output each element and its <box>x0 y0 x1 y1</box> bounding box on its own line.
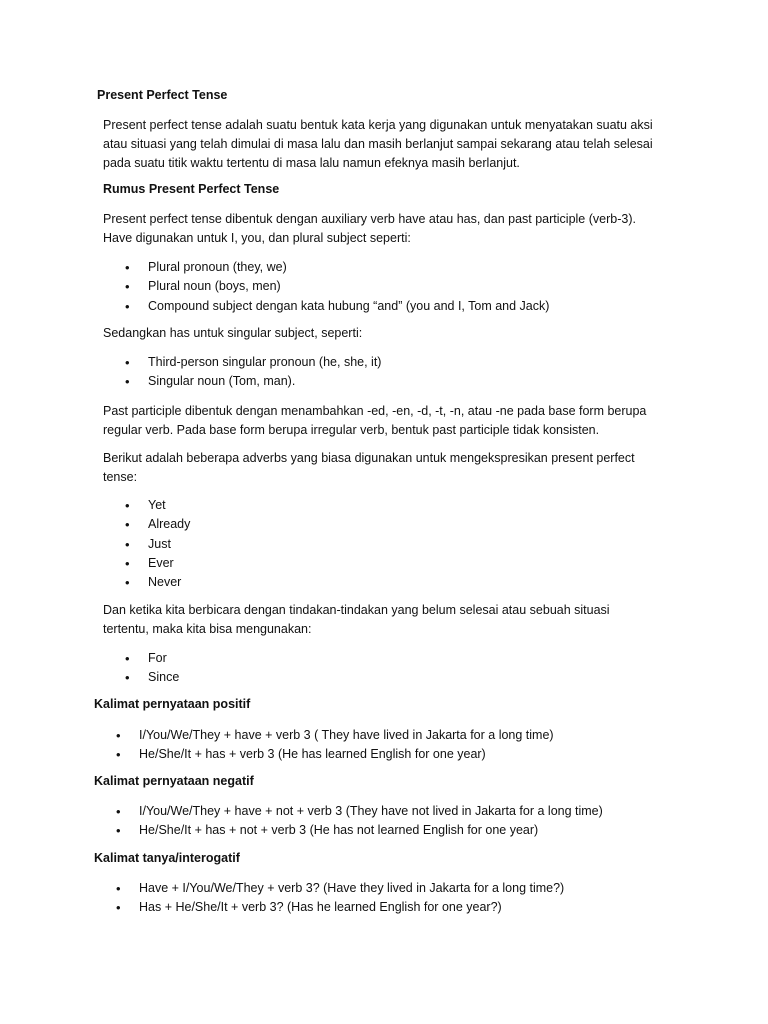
positif-heading: Kalimat pernyataan positif <box>94 697 251 711</box>
bullet-icon: • <box>125 498 130 513</box>
unfinished-line: Dan ketika kita berbicara dengan tindakan-tindakan yang belum selesai atau sebuah situasi <box>103 603 610 617</box>
bullet-icon: • <box>125 517 130 533</box>
bullet-icon: • <box>116 728 121 743</box>
document-page: Present Perfect Tense Present perfect tense adalah suatu bentuk kata kerja yang digunakan untuk menyatakan suatu aksi atau situasi yang telah dimulai di masa lalu dan masih berlanjut sampai sekarang atau telah selesai pada suatu titik waktu tertentu di masa lalu namun efeknya masih berlanjut. Rumus Present Perfect Tense Present perfect tense dibentuk dengan auxiliary verb have atau has, dan past participle (verb-3). Have digunakan untuk I, you, dan plural subject seperti: • Plural pronoun (they, we) • Plural noun (boys, men) • Compound subject dengan kata hubung “and” (you and I, Tom and Jack) Sedangkan has untuk singular subject, seperti: • Third-person singular pronoun (he, she, it) • Singular noun (Tom, man). Past participle dibentuk dengan menambahkan -ed, -en, -d, -t, -n, atau -ne pada base form berupa regular verb. Pada base form berupa irregular verb, bentuk past participle tidak konsisten. Berikut adalah beberapa adverbs yang biasa digunakan untuk mengekspresikan present perfect tense: • Yet • Already • Just • Ever • Never Dan ketika kita berbicara dengan tindakan-tindakan yang belum selesai atau sebuah situasi tertentu, maka kita bisa mengunakan: • For • Since Kalimat pernyataan positif • I/You/We/They + have + verb 3 ( They have lived in Jakarta for a long time) • He/She/It + has + verb 3 (He has learned English for one year) Kalimat pernyataan negatif • I/You/We/They + have + not + verb 3 (They have not lived in Jakarta for a long time) • He/She/It + has + not + verb 3 (He has not learned English for one year) Kalimat tanya/interogatif • Have + I/You/We/They + verb 3? (Have they lived in Jakarta for a long time?) • Has + He/She/It + verb 3? (Has he learned English for one year?) <box>0 0 768 1024</box>
page-title: Present Perfect Tense <box>97 88 228 102</box>
intro-line: pada suatu titik waktu tertentu di masa lalu namun efeknya masih berlanjut. <box>103 156 520 170</box>
unfinished-paragraph <box>103 601 683 639</box>
rumus-line: Present perfect tense dibentuk dengan auxiliary verb have atau has, dan past participle (verb-3). <box>103 212 636 226</box>
bullet-icon: • <box>125 536 130 552</box>
adverbs-intro-line: tense: <box>103 470 138 484</box>
rumus-line: Have digunakan untuk I, you, dan plural subject seperti: <box>103 231 411 245</box>
bullet-icon: • <box>125 355 130 370</box>
bullet-icon: • <box>116 747 121 763</box>
unfinished-line: tertentu, maka kita bisa mengunakan: <box>103 622 312 636</box>
adverbs-intro <box>103 449 683 487</box>
bullet-icon: • <box>125 670 130 686</box>
intro-paragraph <box>103 116 683 173</box>
participle-line: regular verb. Pada base form berupa irregular verb, bentuk past participle tidak konsisten. <box>103 423 600 437</box>
adverbs-intro-line: Berikut adalah beberapa adverbs yang biasa digunakan untuk mengekspresikan present perfect <box>103 451 635 465</box>
bullet-icon: • <box>125 374 130 390</box>
participle-line: Past participle dibentuk dengan menambahkan -ed, -en, -d, -t, -n, atau -ne pada base form berupa <box>103 404 647 418</box>
intro-line: atau situasi yang telah dimulai di masa lalu dan masih berlanjut sampai sekarang atau telah selesai <box>103 137 653 151</box>
rumus-paragraph <box>103 210 683 248</box>
intro-line: Present perfect tense adalah suatu bentuk kata kerja yang digunakan untuk menyatakan suatu aksi <box>103 118 653 132</box>
bullet-icon: • <box>116 881 121 896</box>
bullet-icon: • <box>125 260 130 275</box>
bullet-icon: • <box>125 298 130 314</box>
has-intro: Sedangkan has untuk singular subject, seperti: <box>103 326 363 340</box>
participle-paragraph <box>103 402 683 440</box>
bullet-icon: • <box>116 900 121 916</box>
rumus-heading: Rumus Present Perfect Tense <box>103 182 280 196</box>
tanya-heading: Kalimat tanya/interogatif <box>94 851 240 865</box>
bullet-icon: • <box>125 651 130 666</box>
bullet-icon: • <box>125 555 130 571</box>
bullet-icon: • <box>125 279 130 295</box>
negatif-heading: Kalimat pernyataan negatif <box>94 774 254 788</box>
bullet-icon: • <box>125 575 130 591</box>
bullet-icon: • <box>116 823 121 839</box>
bullet-icon: • <box>116 804 121 819</box>
